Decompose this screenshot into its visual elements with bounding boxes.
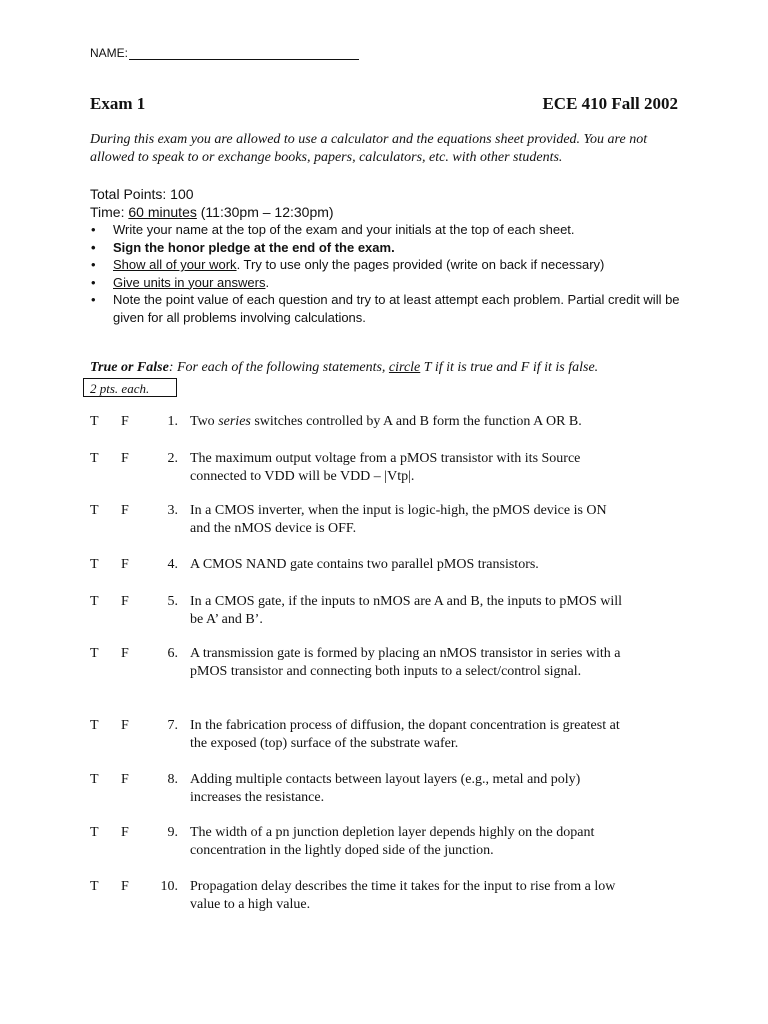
question-text: A CMOS NAND gate contains two parallel pMOS transistors. bbox=[190, 557, 539, 572]
question-number: 9. bbox=[167, 825, 178, 840]
instruction-text: Write your name at the top of the exam and your initials at the top of each sheet. bbox=[113, 222, 575, 237]
instruction-item bbox=[90, 291, 690, 326]
true-option[interactable]: T bbox=[90, 451, 99, 466]
false-option[interactable]: F bbox=[121, 718, 129, 733]
heading-text: T if it is true and F if it is false. bbox=[420, 360, 599, 375]
question-text: The maximum output voltage from a pMOS transistor with its Source connected to VDD will be VDD – |Vtp|. bbox=[190, 451, 581, 484]
true-option[interactable]: T bbox=[90, 718, 99, 733]
false-option[interactable]: F bbox=[121, 503, 129, 518]
instruction-text: . bbox=[265, 274, 270, 290]
true-option[interactable]: T bbox=[90, 503, 99, 518]
false-option[interactable]: F bbox=[121, 557, 129, 572]
course-title: ECE 410 Fall 2002 bbox=[542, 94, 678, 113]
question-text-part: Two bbox=[190, 414, 219, 429]
name-label: NAME: bbox=[90, 46, 129, 60]
instruction-text: Note the point value of each question and try to at least attempt each problem. Partial credit will be given for all problems involving calculations. bbox=[113, 292, 680, 325]
intro-paragraph: During this exam you are allowed to use a calculator and the equations sheet provided. You are not allowed to speak to or exchange books, papers, calculators, etc. with other students. bbox=[90, 132, 648, 165]
question-text-part: switches controlled by A and B form the function A OR B. bbox=[250, 414, 582, 429]
question-number: 3. bbox=[167, 503, 178, 518]
question-text: Adding multiple contacts between layout layers (e.g., metal and poly) increases the resistance. bbox=[190, 772, 581, 805]
question-text bbox=[190, 413, 630, 431]
true-option[interactable]: T bbox=[90, 646, 99, 661]
instruction-item bbox=[90, 221, 690, 239]
question-number: 10. bbox=[160, 879, 178, 894]
section-lead: True or False bbox=[90, 360, 169, 375]
bullet-icon: • bbox=[91, 257, 96, 272]
question-number: 7. bbox=[167, 718, 178, 733]
question-text: A transmission gate is formed by placing an nMOS transistor in series with a pMOS transistor and connecting both inputs to a select/control signal. bbox=[190, 646, 621, 679]
instruction-list bbox=[90, 221, 690, 326]
time-label: Time: bbox=[90, 204, 129, 220]
instruction-item bbox=[90, 239, 690, 257]
true-option[interactable]: T bbox=[90, 557, 99, 572]
instruction-emphasis: Give units in your answers bbox=[113, 274, 266, 290]
time-range: (11:30pm – 12:30pm) bbox=[196, 204, 334, 220]
question-text: In a CMOS inverter, when the input is logic-high, the pMOS device is ON and the nMOS device is OFF. bbox=[190, 503, 607, 536]
true-option[interactable]: T bbox=[90, 594, 99, 609]
time-line bbox=[90, 203, 334, 221]
question-text: In a CMOS gate, if the inputs to nMOS are A and B, the inputs to pMOS will be A’ and B’. bbox=[190, 594, 623, 627]
points-box: 2 pts. each. bbox=[83, 378, 177, 397]
bullet-icon: • bbox=[91, 292, 96, 307]
question-text: Propagation delay describes the time it takes for the input to rise from a low value to a high value. bbox=[190, 879, 616, 912]
bullet-icon: • bbox=[91, 239, 96, 255]
question-emphasis: series bbox=[218, 414, 251, 429]
bullet-icon: • bbox=[91, 274, 96, 290]
time-duration: 60 minutes bbox=[128, 204, 197, 220]
true-option[interactable]: T bbox=[90, 772, 99, 787]
false-option[interactable]: F bbox=[121, 451, 129, 466]
instruction-item bbox=[90, 256, 690, 274]
name-field[interactable] bbox=[90, 46, 359, 60]
false-option[interactable]: F bbox=[121, 646, 129, 661]
true-option[interactable]: T bbox=[90, 825, 99, 840]
instruction-emphasis: Show all of your work bbox=[113, 257, 237, 272]
instruction-item bbox=[90, 274, 690, 292]
instruction-text: . Try to use only the pages provided (write on back if necessary) bbox=[236, 257, 605, 272]
false-option[interactable]: F bbox=[121, 879, 129, 894]
true-option[interactable]: T bbox=[90, 879, 99, 894]
question-number: 4. bbox=[167, 557, 178, 572]
heading-circle-word: circle bbox=[388, 360, 421, 375]
instruction-text: Sign the honor pledge at the end of the exam. bbox=[113, 239, 395, 255]
false-option[interactable]: F bbox=[121, 414, 129, 429]
name-blank-line[interactable] bbox=[129, 46, 359, 60]
exam-title: Exam 1 bbox=[90, 94, 146, 113]
question-number: 6. bbox=[167, 646, 178, 661]
question-number: 8. bbox=[167, 772, 178, 787]
question-number: 2. bbox=[167, 451, 178, 466]
bullet-icon: • bbox=[91, 222, 96, 237]
heading-text: : For each of the following statements, bbox=[168, 360, 389, 375]
question-text: In the fabrication process of diffusion, the dopant concentration is greatest at the exposed (top) surface of the substrate wafer. bbox=[190, 718, 620, 751]
true-option[interactable]: T bbox=[90, 414, 99, 429]
question-number: 5. bbox=[167, 594, 178, 609]
false-option[interactable]: F bbox=[121, 825, 129, 840]
true-false-heading bbox=[90, 360, 598, 376]
question-text: The width of a pn junction depletion layer depends highly on the dopant concentration in the lightly doped side of the junction. bbox=[190, 825, 595, 858]
false-option[interactable]: F bbox=[121, 772, 129, 787]
false-option[interactable]: F bbox=[121, 594, 129, 609]
question-number: 1. bbox=[167, 414, 178, 429]
total-points: Total Points: 100 bbox=[90, 186, 194, 202]
